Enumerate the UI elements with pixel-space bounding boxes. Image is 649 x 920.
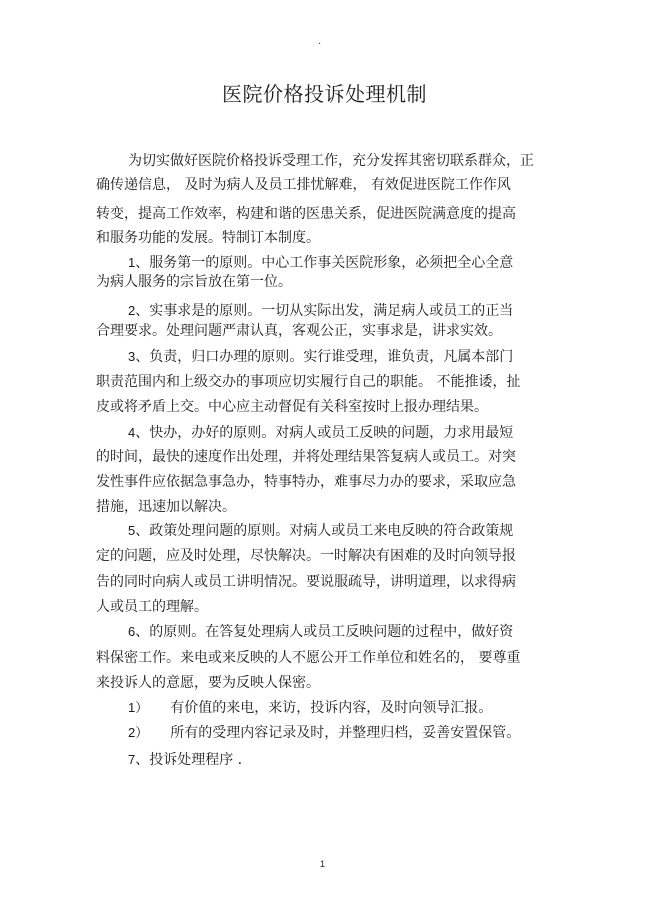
principle-number: 6 xyxy=(128,624,136,639)
principle-3-line xyxy=(128,347,513,367)
sub-item xyxy=(128,698,492,718)
principle-3-line: 皮或将矛盾上交。中心应主动督促有关科室按时上报办理结果。 xyxy=(96,399,488,415)
sub-item-text: 所有的受理内容记录及时，并整理归档，妥善安置保管。 xyxy=(170,725,521,741)
principle-1-line: 为病人服务的宗旨放在第一位。 xyxy=(96,274,292,290)
principle-number: 2 xyxy=(128,303,136,318)
principle-text: 、负责，归口办理的原则。实行谁受理，谁负责，凡属本部门 xyxy=(135,349,514,365)
principle-4-line: 发性事件应依据急事急办，特事特办，难事尽力办的要求，采取应急 xyxy=(96,474,516,490)
sub-item-number: 1） xyxy=(128,700,149,715)
principle-3-line: 职责范围内和上级交办的事项应切实履行自己的职能。 不能推诿，扯 xyxy=(96,374,521,390)
principle-text: 、政策处理问题的原则。对病人或员工来电反映的符合政策规 xyxy=(135,523,514,539)
principle-number: 3 xyxy=(128,349,136,364)
principle-text: 、快办，办好的原则。对病人或员工反映的问题，力求用最短 xyxy=(135,425,514,441)
sub-item xyxy=(128,723,520,743)
principle-number: 7 xyxy=(128,752,136,767)
intro-line: 和服务功能的发展。特制订本制度。 xyxy=(96,230,320,246)
principle-4-line: 措施，迅速加以解决。 xyxy=(96,499,236,515)
principle-2-line xyxy=(128,301,513,321)
principle-6-line xyxy=(128,622,513,642)
principle-5-line xyxy=(128,521,513,541)
principle-5-line: 告的同时向病人或员工讲明情况。要说服疏导，讲明道理，以求得病 xyxy=(96,574,516,590)
principle-text: 、的原则。在答复处理病人或员工反映问题的过程中，做好资 xyxy=(135,624,514,640)
page-title: 医院价格投诉处理机制 xyxy=(222,82,427,106)
principle-4-line: 的时间，最快的速度作出处理，并将处理结果答复病人或员工。对突 xyxy=(96,449,516,465)
principle-text: 、实事求是的原则。一切从实际出发，满足病人或员工的正当 xyxy=(135,303,514,319)
principle-number: 4 xyxy=(128,425,136,440)
intro-line: 为切实做好医院价格投诉受理工作，充分发挥其密切联系群众，正 xyxy=(128,153,534,169)
intro-line: 转变，提高工作效率，构建和谐的医患关系，促进医院满意度的提高 xyxy=(96,206,516,222)
header-mark: . xyxy=(318,36,322,47)
sub-item-number: 2） xyxy=(128,725,149,740)
principle-number: 5 xyxy=(128,523,136,538)
principle-1-line xyxy=(128,253,513,273)
principle-4-line xyxy=(128,423,513,443)
principle-2-line: 合理要求。处理问题严肃认真，客观公正，实事求是，讲求实效。 xyxy=(96,323,502,339)
principle-text: 、投诉处理程序 . xyxy=(135,752,243,768)
principle-6-line: 来投诉人的意愿，要为反映人保密。 xyxy=(96,675,320,691)
principle-6-line: 料保密工作。来电或来反映的人不愿公开工作单位和姓名的， 要尊重 xyxy=(96,650,521,666)
principle-5-line: 定的问题，应及时处理，尽快解决。一时解决有困难的及时向领导报 xyxy=(96,548,516,564)
principle-text: 、服务第一的原则。中心工作事关医院形象，必须把全心全意 xyxy=(135,255,514,271)
principle-number: 1 xyxy=(128,255,136,270)
principle-7-line xyxy=(128,750,242,770)
principle-5-line: 人或员工的理解。 xyxy=(96,599,208,615)
intro-line: 确传递信息， 及时为病人及员工排忧解难， 有效促进医院工作作风 xyxy=(96,177,511,193)
page-number: 1 xyxy=(320,859,326,869)
sub-item-text: 有价值的来电，来访，投诉内容，及时向领导汇报。 xyxy=(170,700,493,716)
